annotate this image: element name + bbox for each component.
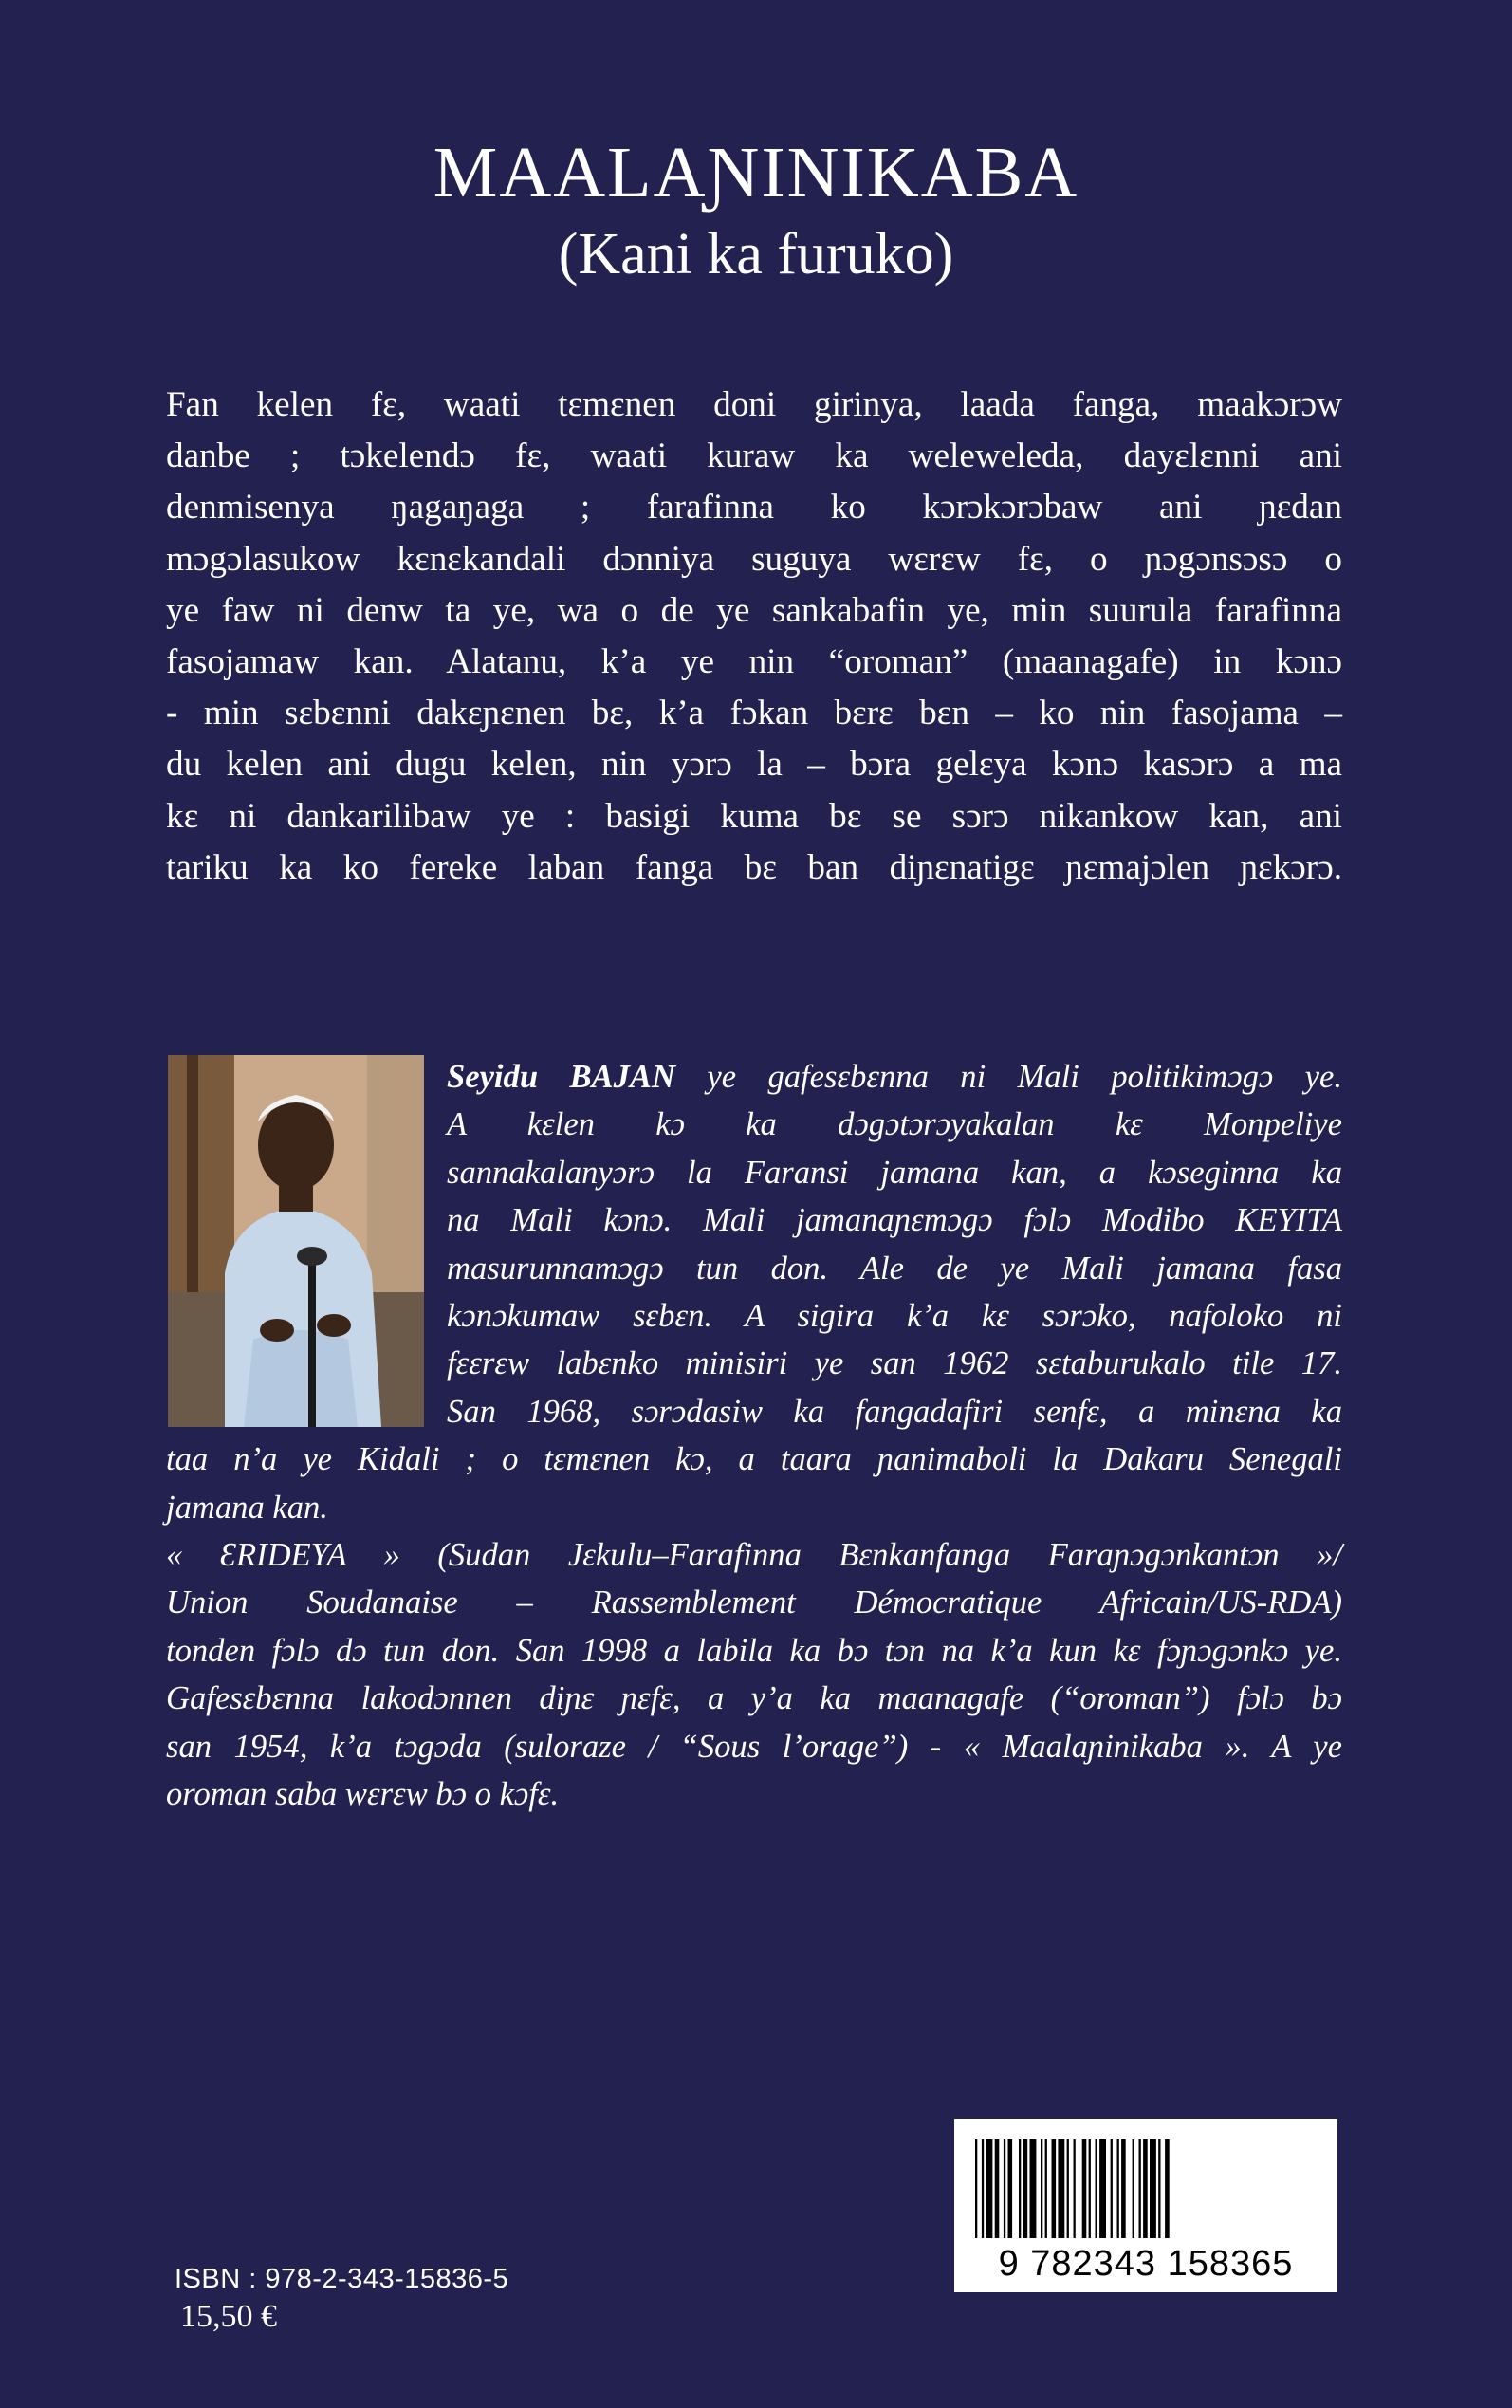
summary-line: tariku ka ko fereke laban fanga bɛ ban diɲɛnatigɛ ɲɛmajɔlen ɲɛkɔrɔ.	[166, 847, 1342, 887]
barcode-bar	[1143, 2139, 1148, 2238]
barcode-bar	[1117, 2139, 1119, 2238]
barcode-bar	[1121, 2139, 1126, 2238]
barcode-bar	[1133, 2139, 1134, 2238]
bio-line: Gafesɛbɛnna lakodɔnnen diɲɛ ɲɛfɛ, a y’a ka maanagafe (“oroman”) fɔlɔ bɔ	[166, 1680, 1342, 1717]
barcode-digits: 9 782343 158365	[998, 2244, 1294, 2284]
price-text: 15,50 €	[180, 2299, 277, 2334]
barcode-bar	[986, 2139, 993, 2238]
isbn-text: ISBN : 978-2-343-15836-5	[175, 2264, 509, 2294]
barcode-bar	[1023, 2139, 1028, 2238]
bio-line: A kɛlen kɔ ka dɔgɔtɔrɔyakalan kɛ Monpeliye	[447, 1106, 1342, 1143]
barcode-bar	[1150, 2139, 1156, 2238]
barcode-bar	[1045, 2139, 1047, 2238]
bio-line: fɛɛrɛw labɛnko minisiri ye san 1962 sɛtaburukalo tile 17.	[447, 1345, 1342, 1382]
book-subtitle: (Kani ka furuko)	[558, 222, 954, 287]
barcode-bar	[1058, 2139, 1064, 2238]
summary-line: Fan kelen fɛ, waati tɛmɛnen doni girinya, laada fanga, maakɔrɔw	[166, 385, 1342, 424]
bio-line: San 1968, sɔrɔdasiw ka fangadafiri senfɛ, a minɛna ka	[447, 1393, 1342, 1430]
barcode-bar	[1099, 2139, 1106, 2238]
summary-line: denmisenya ŋagaŋaga ; farafinna ko kɔrɔkɔrɔbaw ani ɲɛdan	[166, 488, 1342, 528]
bio-line: tonden fɔlɔ dɔ tun don. San 1998 a labila ka bɔ tɔn na k’a kun kɛ fɔɲɔgɔnkɔ ye.	[166, 1632, 1342, 1669]
barcode-bar	[1041, 2139, 1042, 2238]
bio-line: masurunnamɔgɔ tun don. Ale de ye Mali jamana fasa	[447, 1250, 1342, 1287]
barcode-bar	[982, 2139, 984, 2238]
bio-line: na Mali kɔnɔ. Mali jamanaɲɛmɔgɔ fɔlɔ Modibo KEYITA	[447, 1202, 1342, 1239]
barcode-bar	[1096, 2139, 1097, 2238]
bio-line: san 1954, k’a tɔgɔda (suloraze / “Sous l’orage”) - « Maalaɲinikaba ». A ye	[166, 1728, 1342, 1765]
author-bio	[166, 1053, 1342, 1819]
barcode-bar	[1008, 2139, 1013, 2238]
barcode-bar	[1139, 2139, 1141, 2238]
barcode-bar	[1158, 2139, 1160, 2238]
summary-line: fasojamaw kan. Alatanu, k’a ye nin “oroman” (maanagafe) in kɔnɔ	[166, 642, 1342, 682]
barcode-bar	[1030, 2139, 1037, 2238]
bio-line: sannakalanyɔrɔ la Faransi jamana kan, a kɔseginna ka	[447, 1154, 1342, 1191]
book-title: MAALAƝINIKABA	[433, 133, 1079, 213]
barcode-bar	[1082, 2139, 1087, 2238]
bio-line: Union Soudanaise – Rassemblement Démocratique Africain/US-RDA)	[166, 1584, 1342, 1621]
summary-line: du kelen ani dugu kelen, nin yɔrɔ la – bɔra gelɛya kɔnɔ kasɔrɔ a ma	[166, 745, 1342, 785]
summary-line: mɔgɔlasukow kɛnɛkandali dɔnniya suguya wɛrɛw fɛ, o ɲɔgɔnsɔsɔ o	[166, 539, 1342, 579]
barcode-bar	[1089, 2139, 1091, 2238]
barcode	[954, 2119, 1337, 2292]
barcode-bar	[1004, 2139, 1005, 2238]
barcode-bar	[1111, 2139, 1113, 2238]
barcode-bar	[975, 2139, 977, 2238]
barcode-bar	[1067, 2139, 1069, 2238]
barcode-bar	[1165, 2139, 1170, 2238]
barcode-bar	[1019, 2139, 1021, 2238]
bio-line: jamana kan.	[166, 1489, 328, 1526]
barcode-bar	[995, 2139, 1000, 2238]
summary-line: ye faw ni denw ta ye, wa o de ye sankabafin ye, min suurula farafinna	[166, 590, 1342, 630]
barcode-bar	[1074, 2139, 1076, 2238]
bio-line: Seyidu BAJAN ye gafesɛbɛnna ni Mali politikimɔgɔ ye.	[447, 1059, 1342, 1095]
barcode-bar	[1052, 2139, 1057, 2238]
bio-line: kɔnɔkumaw sɛbɛn. A sigira k’a kɛ sɔrɔko, nafoloko ni	[447, 1298, 1342, 1335]
summary-line: danbe ; tɔkelendɔ fɛ, waati kuraw ka weleweleda, dayɛlɛnni ani	[166, 436, 1342, 476]
summary-line: kɛ ni dankarilibaw ye : basigi kuma bɛ se sɔrɔ nikankow kan, ani	[166, 796, 1342, 836]
summary-line: - min sɛbɛnni dakɛɲɛnen bɛ, k’a fɔkan bɛrɛ bɛn – ko nin fasojama –	[166, 694, 1342, 733]
bio-line: oroman saba wɛrɛw bɔ o kɔfɛ.	[166, 1776, 560, 1813]
author-name: Seyidu BAJAN	[447, 1059, 675, 1095]
bio-line: taa n’a ye Kidali ; o tɛmɛnen kɔ, a taara ɲanimaboli la Dakaru Senegali	[166, 1441, 1342, 1478]
summary-text	[166, 380, 1342, 894]
bio-line: « ƐRIDEYA » (Sudan Jɛkulu–Farafinna Bɛnkanfanga Faraɲɔgɔnkantɔn »/	[166, 1537, 1342, 1574]
